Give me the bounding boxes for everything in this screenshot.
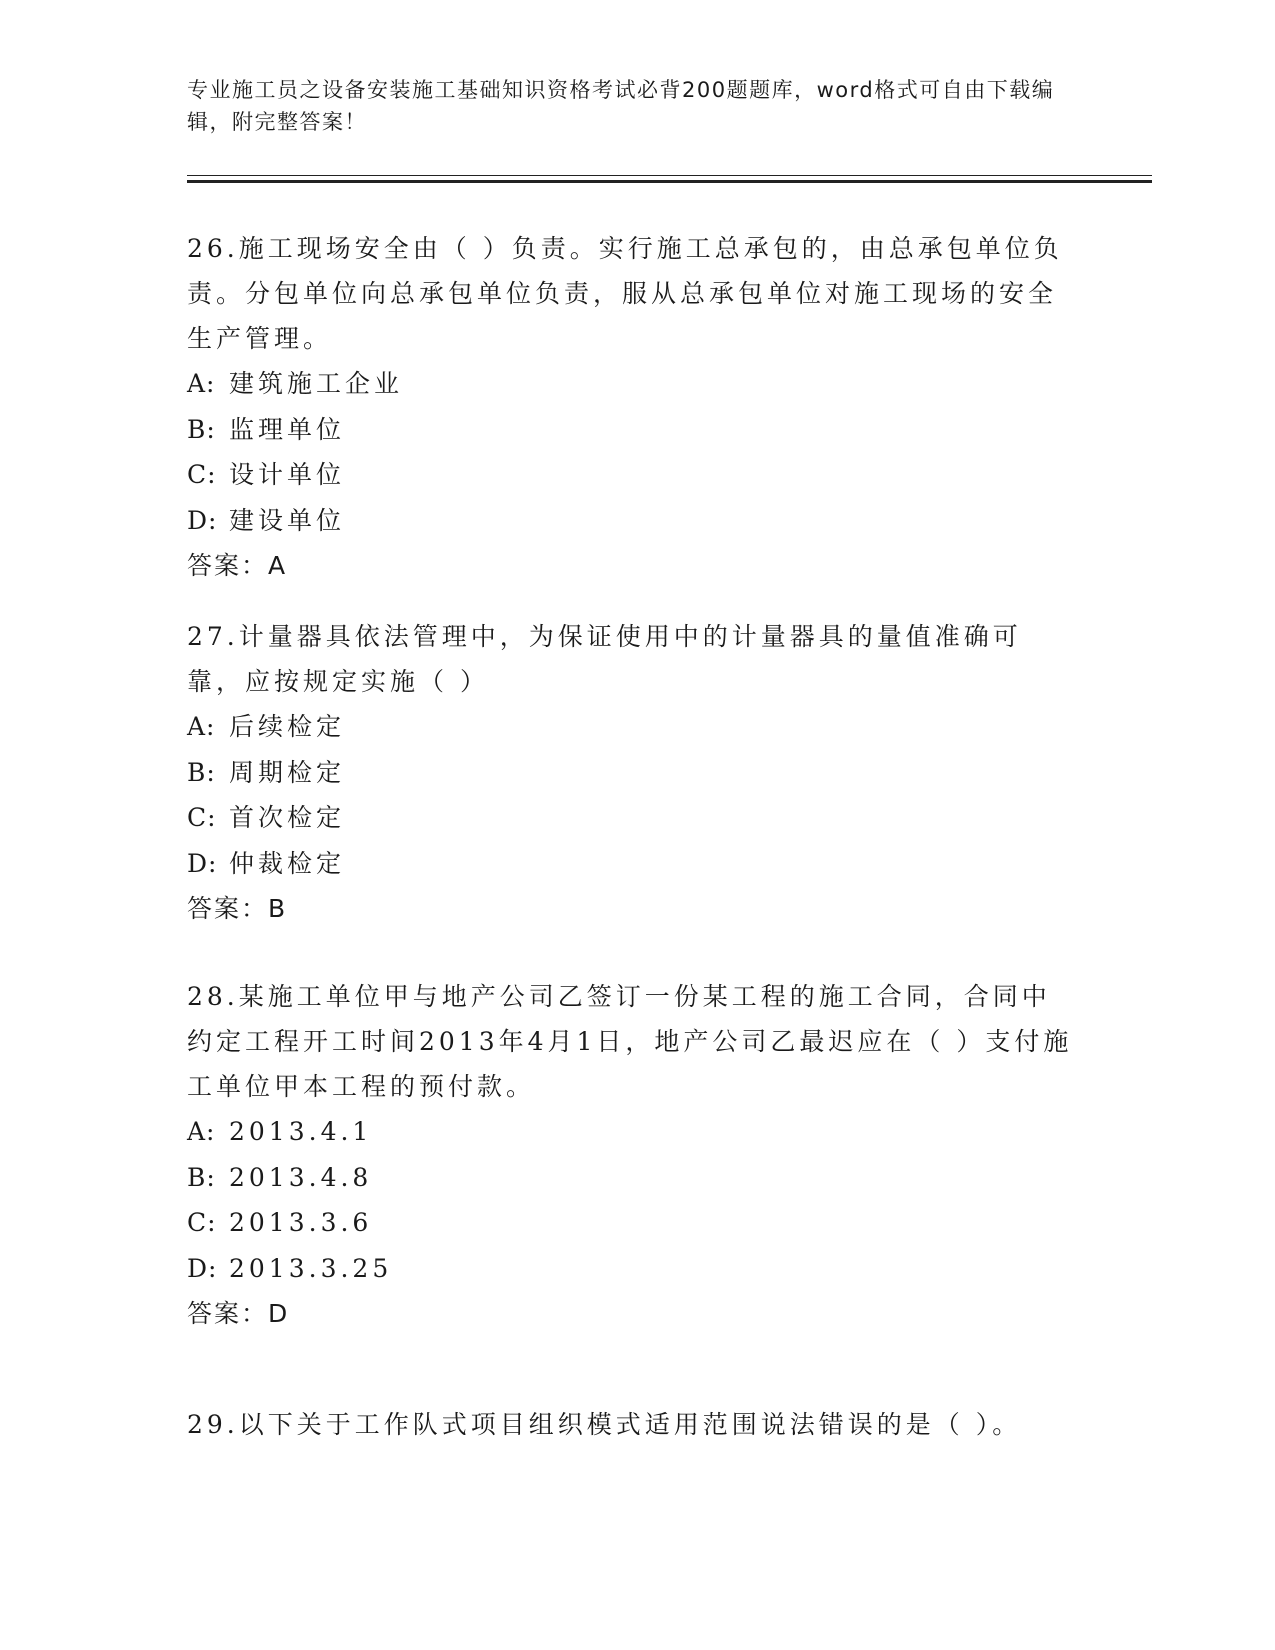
option-a: [187, 1109, 1077, 1155]
option-text: 设计单位: [229, 460, 346, 489]
option-text: 建筑施工企业: [229, 369, 404, 398]
option-letter: B:: [187, 1162, 216, 1192]
option-a: [187, 704, 1077, 750]
option-letter: A:: [187, 369, 216, 398]
option-letter: B:: [187, 757, 216, 787]
option-letter: B:: [187, 414, 216, 444]
option-letter: C:: [187, 1208, 217, 1237]
option-c: [187, 452, 1077, 498]
option-text: 建设单位: [229, 505, 346, 535]
option-text: 周期检定: [229, 757, 346, 787]
option-letter: A:: [187, 712, 216, 741]
question-stem: 26.施工现场安全由（ ）负责。实行施工总承包的，由总承包单位负责。分包单位向总承包单位负责，服从总承包单位对施工现场的安全生产管理。: [187, 234, 1063, 353]
answer-line: 答案：B: [187, 894, 288, 923]
option-letter: C:: [187, 460, 217, 489]
option-d: [187, 1246, 1077, 1292]
question-stem: 28.某施工单位甲与地产公司乙签订一份某工程的施工合同，合同中约定工程开工时间2013年4月1日，地产公司乙最迟应在（ ）支付施工单位甲本工程的预付款。: [187, 982, 1073, 1101]
question-29: [187, 1402, 1077, 1447]
option-letter: D:: [187, 505, 218, 535]
option-text: 监理单位: [229, 414, 346, 444]
option-b: [187, 750, 1077, 796]
option-text: 仲裁检定: [229, 848, 346, 878]
option-text: 2013.3.25: [229, 1253, 393, 1283]
document-title: 专业施工员之设备安装施工基础知识资格考试必背200题题库，word格式可自由下载编辑，附完整答案！: [187, 78, 1055, 134]
question-26: [187, 226, 1077, 588]
question-28: [187, 974, 1077, 1336]
option-letter: A:: [187, 1117, 216, 1146]
question-27: [187, 614, 1077, 931]
header-divider-thick: [187, 180, 1152, 183]
option-c: [187, 795, 1077, 841]
option-text: 2013.4.1: [229, 1117, 373, 1146]
option-letter: C:: [187, 803, 217, 832]
question-stem: 27.计量器具依法管理中，为保证使用中的计量器具的量值准确可靠，应按规定实施（ ）: [187, 622, 1022, 696]
option-text: 后续检定: [229, 712, 346, 741]
option-a: [187, 361, 1077, 407]
document-header: [187, 74, 1067, 138]
option-text: 2013.3.6: [229, 1208, 373, 1237]
option-text: 首次检定: [229, 803, 346, 832]
option-letter: D:: [187, 848, 218, 878]
option-c: [187, 1200, 1077, 1246]
question-stem: 29.以下关于工作队式项目组织模式适用范围说法错误的是（ ）。: [187, 1410, 1022, 1439]
option-d: [187, 841, 1077, 887]
option-b: [187, 1155, 1077, 1201]
option-b: [187, 407, 1077, 453]
answer-line: 答案：D: [187, 1299, 290, 1328]
option-letter: D:: [187, 1253, 218, 1283]
answer-line: 答案：A: [187, 551, 288, 580]
option-text: 2013.4.8: [229, 1162, 373, 1192]
option-d: [187, 498, 1077, 544]
header-divider-thin: [187, 175, 1152, 176]
